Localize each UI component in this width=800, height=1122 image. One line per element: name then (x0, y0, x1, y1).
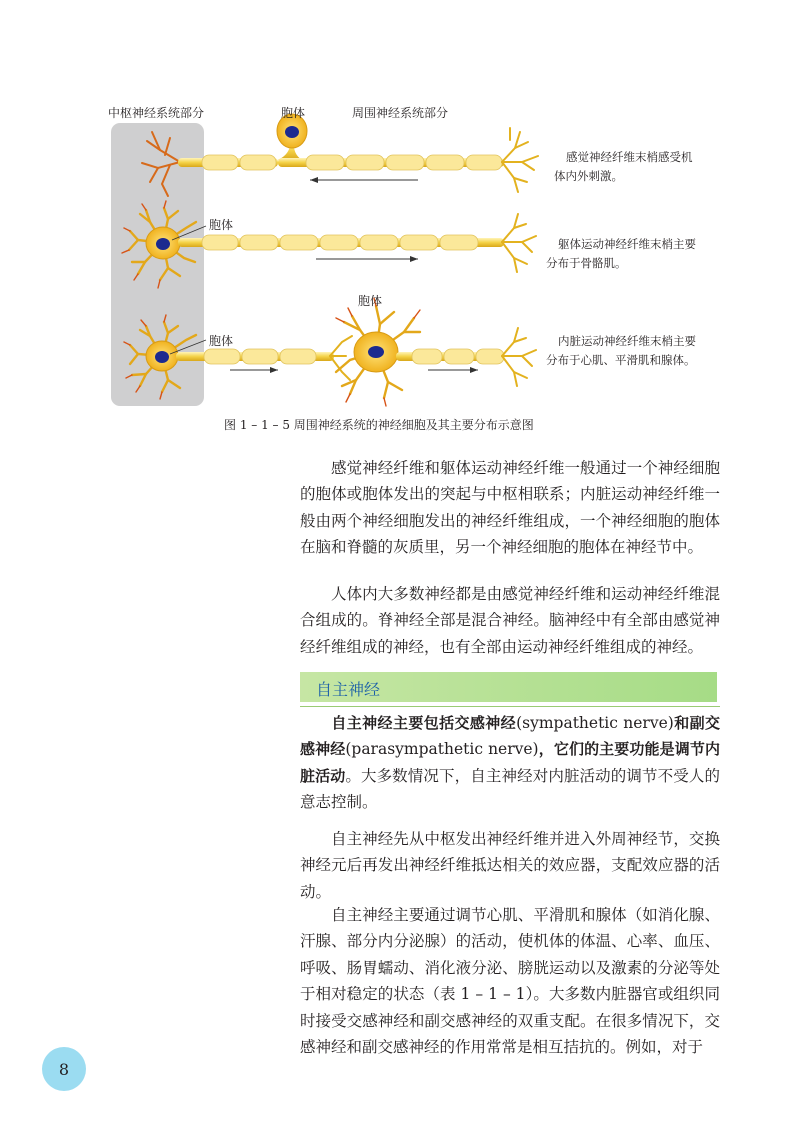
paragraph-2-text: 人体内大多数神经都是由感觉神经纤维和运动神经纤维混合组成的。脊神经全部是混合神经。脑神经中有全部由感觉神经纤维组成的神经，也有全部由运动神经纤维组成的神经。 (300, 585, 720, 656)
nucleus (155, 351, 169, 363)
label-soma-row2: 胞体 (209, 218, 234, 232)
section-title: 自主神经 (316, 680, 381, 699)
effector-endings (502, 328, 536, 386)
paragraph-5-text: 自主神经主要通过调节心肌、平滑肌和腺体（如消化腺、汗腺、部分内分泌腺）的活动，使机体的体温、心率、血压、呼吸、肠胃蠕动、消化液分泌、膀胱运动以及激素的分泌等处于相对稳定的状态（表 1 – 1 – 1）。大多数内脏器官或组织同时接受交感神经和副交感神经的双重支配。在很多情况下，交感神经和副交感神经的作用常常是相互拮抗的。例如，对于 (300, 906, 720, 1057)
visceral-motor-neurons (124, 298, 536, 406)
key-term-b: 和副交感神经 (300, 714, 720, 759)
paragraph-1 (300, 455, 720, 561)
receptor-endings (502, 128, 538, 192)
english-term-a: (sympathetic nerve) (516, 714, 674, 732)
label-soma-top: 胞体 (281, 106, 306, 120)
somatic-motor-neuron (122, 201, 536, 288)
english-term-b: (parasympathetic nerve) (345, 740, 539, 759)
myelin-sheath (306, 155, 502, 170)
paragraph-1-text: 感觉神经纤维和躯体运动神经纤维一般通过一个神经细胞的胞体或胞体发出的突起与中枢相联系；内脏运动神经纤维一般由两个神经细胞发出的神经纤维组成，一个神经细胞的胞体在脑和脊髓的灰质里，另一个神经细胞的胞体在神经节中。 (300, 459, 720, 557)
label-soma-row3: 胞体 (209, 334, 234, 348)
myelin-sheath (204, 349, 316, 364)
label-pns: 周围神经系统部分 (352, 106, 449, 120)
figure-caption: 图 1 – 1 – 5 周围神经系统的神经细胞及其主要分布示意图 (224, 418, 534, 432)
paragraph-3 (300, 710, 720, 816)
nucleus (368, 346, 384, 358)
cns-terminal-branches (142, 132, 180, 196)
paragraph-2 (300, 581, 720, 660)
label-cns: 中枢神经系统部分 (108, 106, 205, 120)
myelin-sheath (412, 349, 504, 364)
nucleus (285, 126, 299, 138)
note-sensory: 感觉神经纤维末梢感受机体内外刺激。 (554, 150, 693, 183)
motor-endplate-branches (502, 214, 536, 272)
key-statement: ，它们的主要功能是调节内脏活动 (300, 740, 720, 785)
nucleus (156, 238, 170, 250)
myelin-sheath (202, 235, 478, 250)
section-divider (300, 706, 720, 707)
paragraph-5 (300, 902, 720, 1060)
note-somatic: 躯体运动神经纤维末梢主要分布于骨骼肌。 (546, 237, 696, 270)
paragraph-4 (300, 826, 720, 905)
page-number-badge (42, 1047, 86, 1091)
paragraph-4-text: 自主神经先从中枢发出神经纤维并进入外周神经节，交换神经元后再发出神经纤维抵达相关的效应器，支配效应器的活动。 (300, 830, 720, 901)
key-term-a: 自主神经主要包括交感神经 (331, 714, 517, 732)
sensory-neuron (142, 114, 538, 196)
paragraph-3-rest: 。大多数情况下，自主神经对内脏活动的调节不受人的意志控制。 (300, 766, 720, 812)
note-visceral: 内脏运动神经纤维末梢主要分布于心肌、平滑肌和腺体。 (546, 334, 696, 367)
page-number: 8 (58, 1059, 70, 1079)
label-soma-ganglion: 胞体 (358, 294, 383, 308)
